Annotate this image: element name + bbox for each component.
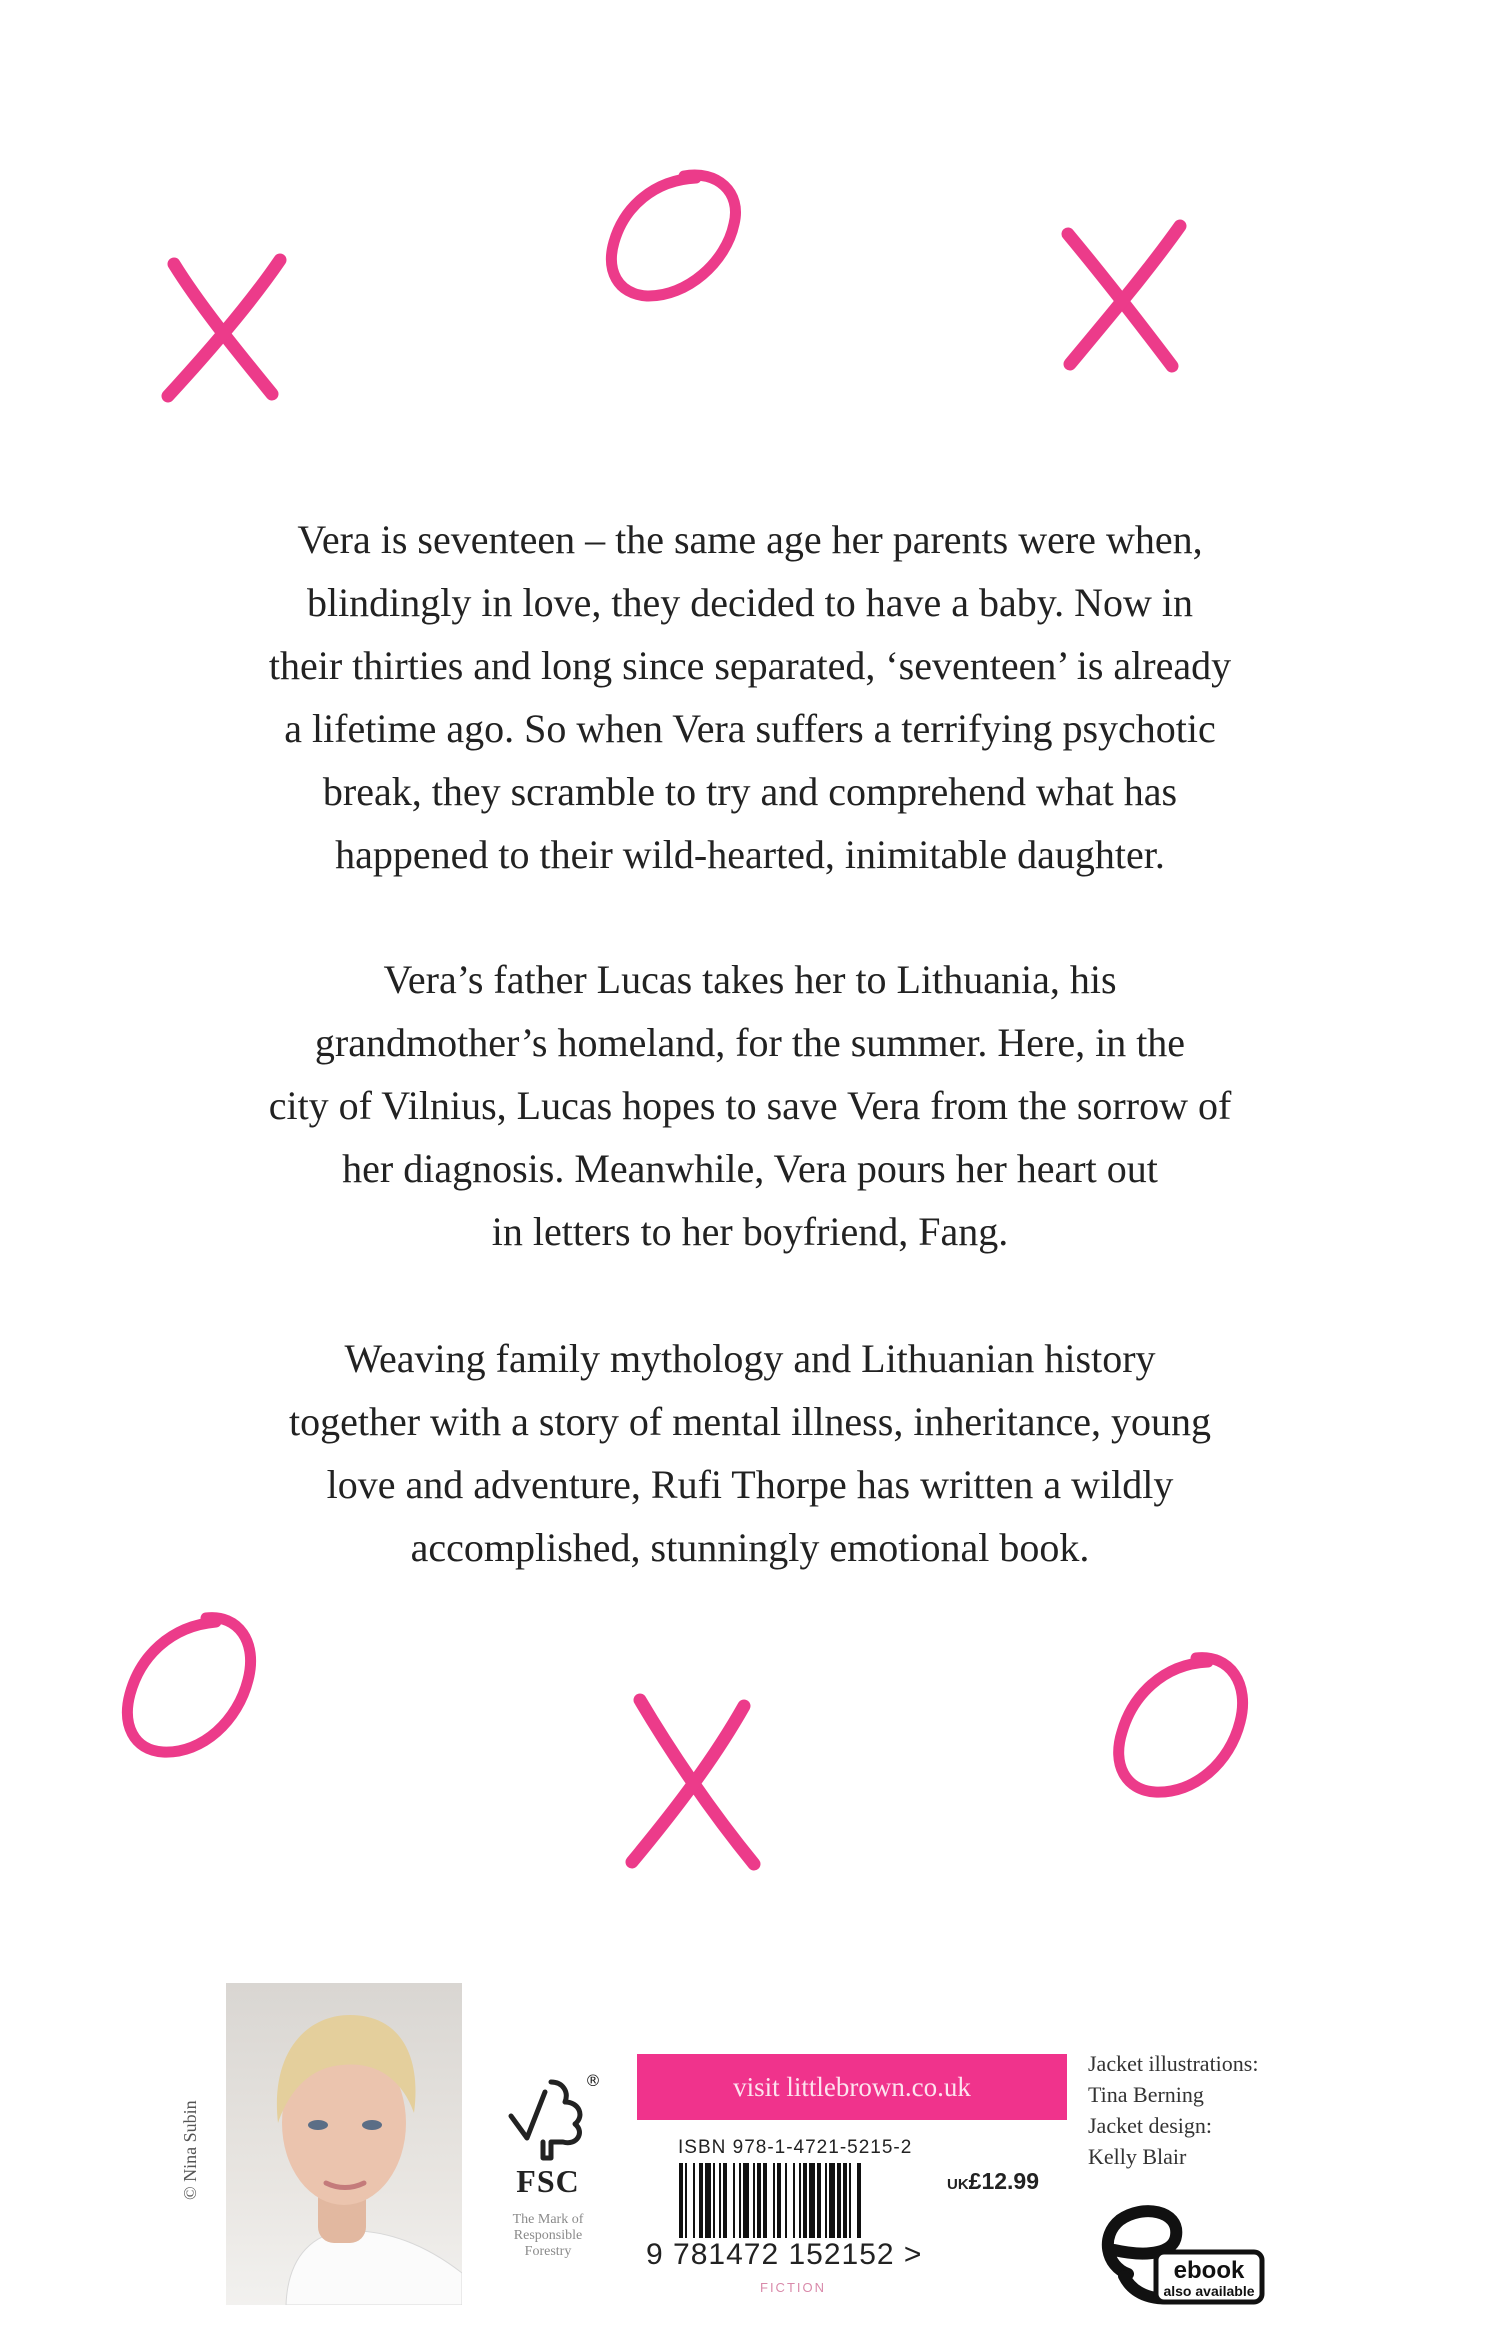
barcode-bar: [837, 2163, 841, 2249]
price-value: £12.99: [968, 2168, 1040, 2194]
fsc-tagline-line: Responsible: [513, 2228, 583, 2243]
barcode-digits: 9 781472 152152 >: [646, 2238, 923, 2271]
x-mark-top-right: [1048, 216, 1198, 376]
ebook-logo: [1088, 2200, 1270, 2310]
blurb-line: grandmother’s homeland, for the summer. Here, in the: [314, 1020, 1186, 1065]
jacket-credit-line: Tina Berning: [1088, 2082, 1204, 2107]
blurb-line: together with a story of mental illness, inheritance, young: [289, 1399, 1211, 1444]
blurb-paragraph-1: [150, 508, 1350, 886]
blurb-paragraph-2: [150, 948, 1350, 1263]
barcode-bar: [763, 2163, 767, 2249]
ebook-sub-label: also available: [1163, 2283, 1255, 2299]
author-photo: [226, 1983, 462, 2305]
jacket-credits: [1088, 2048, 1258, 2172]
website-banner: visit littlebrown.co.uk: [637, 2054, 1067, 2120]
fsc-tagline-line: The Mark of: [512, 2212, 584, 2227]
fsc-registered-mark: ®: [585, 2072, 601, 2090]
barcode-bar: [693, 2163, 695, 2249]
barcode-bar: [799, 2163, 801, 2249]
barcode-bar: [843, 2163, 847, 2249]
o-mark-bottom-right: [1100, 1642, 1260, 1812]
barcode-bar: [699, 2163, 703, 2249]
blurb-line: break, they scramble to try and comprehend what has: [322, 769, 1178, 814]
blurb-line: Weaving family mythology and Lithuanian history: [344, 1336, 1156, 1381]
price: [947, 2168, 1039, 2195]
blurb-line: love and adventure, Rufi Thorpe has written a wildly: [326, 1462, 1174, 1507]
barcode-bar: [777, 2163, 781, 2249]
price-prefix: UK: [947, 2176, 969, 2193]
ebook-label: ebook: [1173, 2257, 1245, 2284]
barcode-bar: [817, 2163, 821, 2249]
blurb-line: their thirties and long since separated, ‘seventeen’ is already: [268, 643, 1232, 688]
blurb-line: city of Vilnius, Lucas hopes to save Vera from the sorrow of: [268, 1083, 1232, 1128]
barcode-bar: [723, 2163, 727, 2249]
barcode-bar: [829, 2163, 835, 2249]
fsc-tagline: [488, 2212, 608, 2260]
fsc-tree-icon: [493, 2072, 603, 2162]
barcode-bar: [757, 2163, 761, 2249]
blurb-line: happened to their wild-hearted, inimitable daughter.: [335, 832, 1165, 877]
barcode-bar: [733, 2163, 735, 2249]
barcode-bar: [809, 2163, 815, 2249]
barcode-bar: [785, 2163, 787, 2249]
blurb-line: Vera’s father Lucas takes her to Lithuania, his: [383, 957, 1117, 1002]
fsc-logo: [488, 2072, 608, 2260]
genre-label: FICTION: [760, 2280, 826, 2295]
barcode-bar: [743, 2163, 749, 2249]
jacket-credit-line: Jacket illustrations:: [1088, 2051, 1259, 2076]
barcode-bar: [803, 2163, 807, 2249]
barcode-bar: [719, 2163, 721, 2249]
barcode-bar: [713, 2163, 715, 2249]
barcode-bar: [793, 2163, 795, 2249]
blurb-line: blindingly in love, they decided to have a baby. Now in: [306, 580, 1194, 625]
jacket-credit-line: Jacket design:: [1088, 2113, 1213, 2138]
barcode-bar: [753, 2163, 755, 2249]
blurb-line: in letters to her boyfriend, Fang.: [491, 1209, 1009, 1254]
fsc-label: FSC: [516, 2163, 580, 2199]
fsc-tagline-line: Forestry: [524, 2244, 572, 2259]
x-mark-bottom-center: [614, 1684, 774, 1874]
jacket-credit-line: Kelly Blair: [1088, 2144, 1187, 2169]
blurb-paragraph-3: [150, 1327, 1350, 1579]
blurb-line: accomplished, stunningly emotional book.: [410, 1525, 1090, 1570]
barcode-bar: [739, 2163, 741, 2249]
o-mark-top-center: [592, 162, 752, 312]
barcode-bar: [849, 2163, 851, 2249]
blurb-line: her diagnosis. Meanwhile, Vera pours her heart out: [342, 1146, 1158, 1191]
barcode-bar: [705, 2163, 711, 2249]
isbn-text: ISBN 978-1-4721-5215-2: [678, 2137, 913, 2158]
blurb-line: a lifetime ago. So when Vera suffers a terrifying psychotic: [284, 706, 1216, 751]
photo-credit: © Nina Subin: [180, 2100, 200, 2200]
x-mark-top-left: [152, 246, 292, 408]
o-mark-bottom-left: [108, 1602, 268, 1772]
blurb-line: Vera is seventeen – the same age her parents were when,: [297, 517, 1203, 562]
barcode-bar: [825, 2163, 827, 2249]
